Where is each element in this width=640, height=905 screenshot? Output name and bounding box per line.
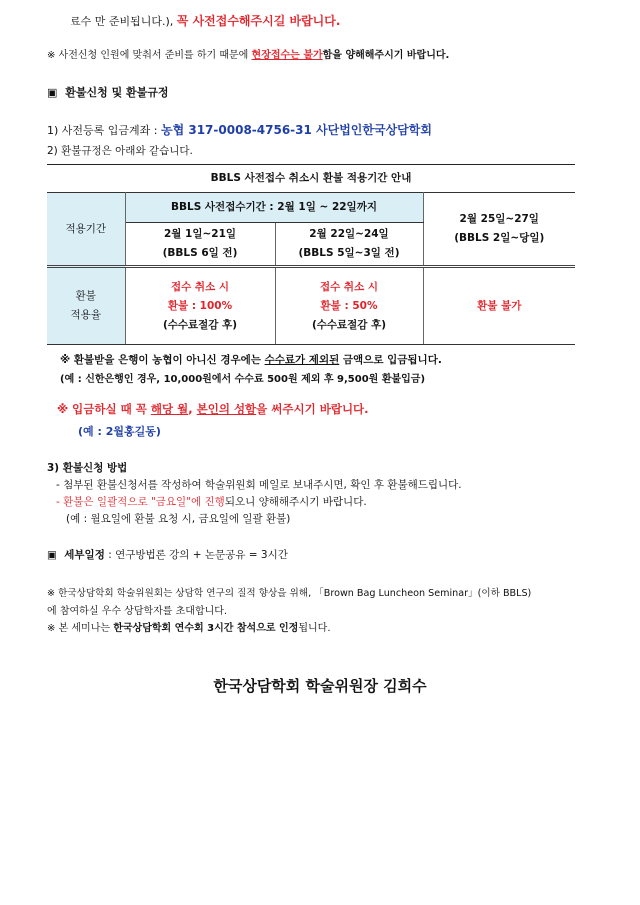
refund-method-title-text: 3) 환불신청 방법 bbox=[47, 462, 128, 474]
deposit-name-prefix: ※ 입금하실 때 꼭 bbox=[57, 402, 147, 416]
table-caption bbox=[47, 164, 575, 191]
closing-para1-line2-text: 에 참여하실 우수 상담학자를 초대합니다. bbox=[47, 606, 228, 617]
square-marker-icon: ▣ bbox=[47, 549, 57, 561]
signature-text: 한국상담학회 학술위원장 김희수 bbox=[213, 677, 427, 695]
period-label-cell bbox=[47, 193, 125, 267]
deposit-name-suffix: 을 써주시기 바랍니다. bbox=[256, 402, 369, 416]
refund-method-line2-suffix: 되오니 양해해주시기 바랍니다. bbox=[224, 496, 367, 508]
onsite-notice-suffix: 함을 양해해주시기 바랍니다. bbox=[322, 50, 450, 61]
refund-method-line1-text: - 첨부된 환불신청서를 작성하여 학술위원회 메일로 보내주시면, 확인 후 환불해드립니다. bbox=[56, 479, 462, 491]
refund-method-line3-text: (예 : 월요일에 환불 요청 시, 금요일에 일괄 환불) bbox=[66, 513, 291, 525]
bank-fee-note-prefix: ※ 환불받을 은행이 농협이 아니신 경우에는 bbox=[60, 354, 261, 366]
period-label: 적용기간 bbox=[65, 222, 107, 235]
deposit-name-comma: , bbox=[188, 402, 193, 416]
preregistration-period-header bbox=[125, 193, 423, 223]
refund-table bbox=[47, 192, 575, 345]
refund-rate-label-cell bbox=[47, 267, 125, 345]
onsite-notice-emphasis: 현장접수는 불가 bbox=[251, 50, 323, 61]
refund-rules-intro bbox=[47, 143, 193, 158]
refund-rate-col1-line2: 환불 : 100% bbox=[167, 299, 233, 312]
deposit-name-notice bbox=[57, 401, 369, 417]
closing-para2-prefix: ※ 본 세미나는 bbox=[47, 623, 111, 634]
refund-heading-text: 환불신청 및 환불규정 bbox=[65, 86, 169, 99]
refund-rate-col1-cell bbox=[125, 267, 275, 345]
refund-rate-col3-text: 환불 불가 bbox=[477, 299, 522, 312]
refund-section-heading bbox=[47, 84, 169, 100]
period-col3-note: (BBLS 2일~당일) bbox=[454, 232, 545, 244]
schedule-label: 세부일정 bbox=[64, 549, 105, 561]
refund-rate-col1-line1: 접수 취소 시 bbox=[170, 280, 230, 293]
refund-rate-label-line2: 적용율 bbox=[70, 309, 101, 321]
period-col2-dates: 2월 22일~24일 bbox=[309, 228, 389, 240]
signature bbox=[0, 675, 640, 696]
bank-fee-example bbox=[60, 370, 425, 385]
bank-fee-example-text: (예 : 신한은행인 경우, 10,000원에서 수수료 500원 제외 후 9,500원 환불입금) bbox=[60, 374, 426, 385]
refund-rate-col2-line2: 환불 : 50% bbox=[320, 299, 378, 312]
refund-rate-col3-cell bbox=[423, 267, 575, 345]
refund-method-line2 bbox=[56, 494, 367, 509]
refund-method-line1 bbox=[56, 477, 462, 492]
schedule-line bbox=[47, 547, 288, 562]
period-col2-cell bbox=[275, 223, 423, 267]
period-col1-note: (BBLS 6일 전) bbox=[162, 247, 238, 259]
deposit-account-label: 1) 사전등록 입금계좌 : bbox=[47, 124, 158, 137]
schedule-text: : 연구방법론 강의 + 논문공유 = 3시간 bbox=[108, 549, 288, 561]
intro-line bbox=[70, 12, 340, 29]
preregistration-period-text: BBLS 사전접수기간 : 2월 1일 ~ 22일까지 bbox=[171, 201, 377, 213]
deposit-name-fullname: 본인의 성함 bbox=[196, 402, 257, 416]
closing-para2-emphasis: 한국상담학회 연수회 3시간 참석으로 인정 bbox=[113, 623, 299, 634]
refund-rate-col2-line3: (수수료절감 후) bbox=[311, 318, 387, 331]
closing-para1-line1-text: ※ 한국상담학회 학술위원회는 상담학 연구의 질적 향상을 위해, 「Brown Bag Luncheon Seminar」(이하 BBLS) bbox=[47, 588, 532, 599]
intro-emphasis: 꼭 사전접수해주시길 바랍니다. bbox=[176, 14, 341, 28]
deposit-name-example bbox=[78, 423, 161, 439]
closing-para1-line2 bbox=[47, 602, 227, 617]
deposit-account-line bbox=[47, 121, 432, 138]
deposit-name-month: 해당 월 bbox=[150, 402, 189, 416]
closing-para2-suffix: 됩니다. bbox=[298, 623, 331, 634]
refund-rate-label-line1: 환불 bbox=[75, 290, 96, 302]
refund-method-line2-emphasis: - 환불은 일괄적으로 "금요일"에 진행 bbox=[56, 496, 225, 508]
deposit-name-example-text: (예 : 2월홍길동) bbox=[78, 425, 161, 438]
period-col3-cell bbox=[423, 193, 575, 267]
period-col1-dates: 2월 1일~21일 bbox=[163, 228, 237, 240]
refund-rate-col2-cell bbox=[275, 267, 423, 345]
refund-method-line3 bbox=[66, 511, 290, 526]
square-marker-icon: ▣ bbox=[47, 86, 58, 99]
bank-fee-note-suffix: 금액으로 입금됩니다. bbox=[342, 354, 442, 366]
table-caption-text: BBLS 사전접수 취소시 환불 적용기간 안내 bbox=[210, 172, 412, 184]
closing-para1-line1 bbox=[47, 585, 531, 599]
onsite-notice-prefix: ※ 사전신청 인원에 맞춰서 준비를 하기 때문에 bbox=[47, 50, 249, 61]
onsite-notice bbox=[47, 46, 449, 61]
refund-rate-col1-line3: (수수료절감 후) bbox=[162, 318, 238, 331]
refund-method-title bbox=[47, 460, 127, 475]
bank-fee-note-emphasis: 수수료가 제외된 bbox=[264, 354, 340, 366]
deposit-account-number: 농협 317-0008-4756-31 사단법인한국상담학회 bbox=[161, 123, 432, 137]
intro-text: 료수 만 준비됩니다.), bbox=[70, 15, 174, 28]
period-col3-dates: 2월 25일~27일 bbox=[459, 213, 539, 225]
period-col1-cell bbox=[125, 223, 275, 267]
closing-para2 bbox=[47, 619, 331, 634]
bank-fee-note bbox=[60, 352, 442, 367]
refund-rules-intro-text: 2) 환불규정은 아래와 같습니다. bbox=[47, 145, 193, 157]
period-col2-note: (BBLS 5일~3일 전) bbox=[298, 247, 400, 259]
refund-rate-col2-line1: 접수 취소 시 bbox=[319, 280, 379, 293]
